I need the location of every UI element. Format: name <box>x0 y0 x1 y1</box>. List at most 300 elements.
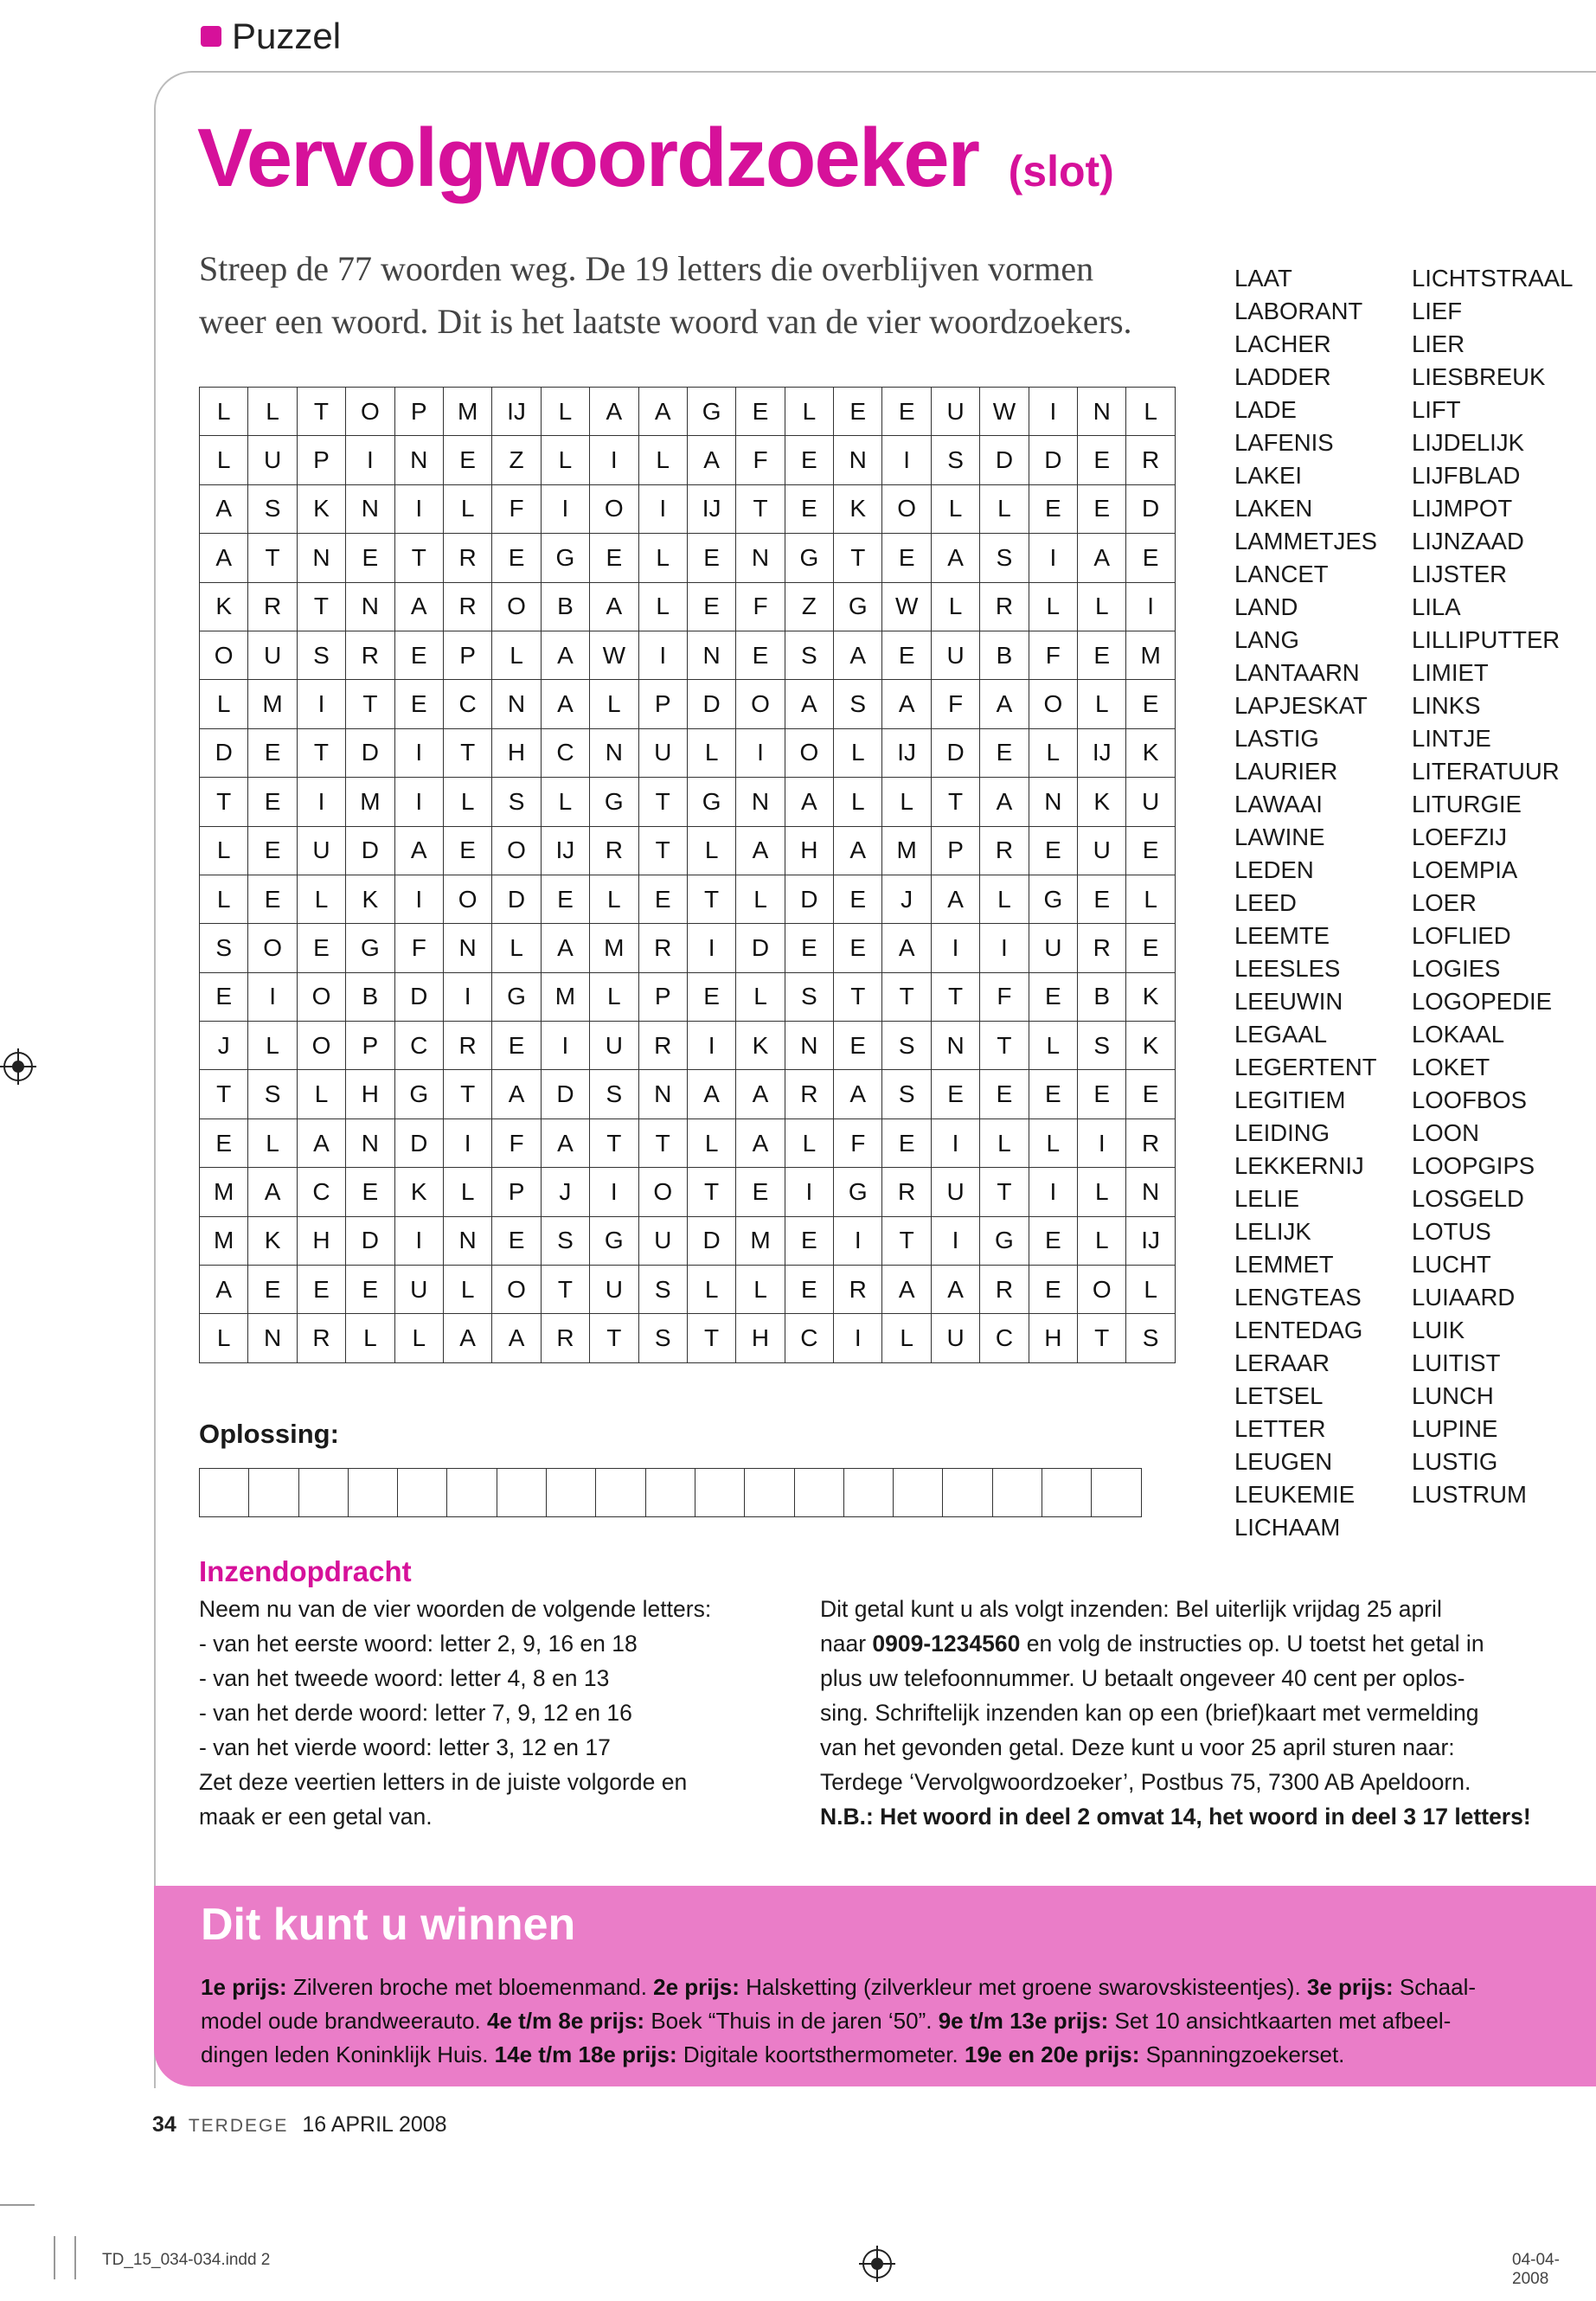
grid-cell[interactable]: S <box>248 1070 297 1118</box>
grid-cell[interactable]: IJ <box>1078 728 1126 777</box>
grid-cell[interactable]: A <box>638 388 687 436</box>
grid-cell[interactable]: A <box>834 826 882 875</box>
grid-cell[interactable]: R <box>638 924 687 972</box>
grid-cell[interactable]: E <box>248 875 297 923</box>
grid-cell[interactable]: L <box>687 826 735 875</box>
grid-cell[interactable]: O <box>297 1022 345 1070</box>
solution-box[interactable] <box>398 1469 447 1516</box>
grid-cell[interactable]: O <box>492 582 541 631</box>
grid-cell[interactable]: P <box>443 631 491 679</box>
grid-cell[interactable]: E <box>248 778 297 826</box>
grid-cell[interactable]: O <box>492 1266 541 1314</box>
grid-cell[interactable]: R <box>590 826 638 875</box>
grid-cell[interactable]: E <box>1078 631 1126 679</box>
grid-cell[interactable]: L <box>1078 1168 1126 1216</box>
grid-cell[interactable]: H <box>736 1314 785 1362</box>
solution-box[interactable] <box>943 1469 992 1516</box>
grid-cell[interactable]: I <box>931 1216 979 1265</box>
grid-cell[interactable]: S <box>785 631 833 679</box>
grid-cell[interactable]: F <box>834 1118 882 1167</box>
grid-cell[interactable]: E <box>1126 1070 1175 1118</box>
grid-cell[interactable]: L <box>200 875 248 923</box>
grid-cell[interactable]: IJ <box>1126 1216 1175 1265</box>
grid-cell[interactable]: U <box>638 728 687 777</box>
grid-cell[interactable]: K <box>200 582 248 631</box>
solution-box[interactable] <box>447 1469 497 1516</box>
grid-cell[interactable]: R <box>785 1070 833 1118</box>
grid-cell[interactable]: A <box>882 924 931 972</box>
grid-cell[interactable]: L <box>785 388 833 436</box>
grid-cell[interactable]: D <box>394 972 443 1021</box>
grid-cell[interactable]: I <box>882 436 931 484</box>
grid-cell[interactable]: L <box>1126 875 1175 923</box>
grid-cell[interactable]: T <box>297 582 345 631</box>
grid-cell[interactable]: A <box>687 1070 735 1118</box>
grid-cell[interactable]: A <box>1078 534 1126 582</box>
grid-cell[interactable]: L <box>443 1266 491 1314</box>
grid-cell[interactable]: A <box>443 1314 491 1362</box>
grid-cell[interactable]: E <box>492 1216 541 1265</box>
grid-cell[interactable]: E <box>785 1216 833 1265</box>
grid-cell[interactable]: E <box>200 972 248 1021</box>
grid-cell[interactable]: O <box>492 826 541 875</box>
grid-cell[interactable]: U <box>1029 924 1077 972</box>
grid-cell[interactable]: O <box>736 680 785 728</box>
grid-cell[interactable]: L <box>980 875 1029 923</box>
grid-cell[interactable]: W <box>980 388 1029 436</box>
grid-cell[interactable]: I <box>638 484 687 533</box>
grid-cell[interactable]: D <box>346 728 394 777</box>
grid-cell[interactable]: T <box>1078 1314 1126 1362</box>
grid-cell[interactable]: F <box>492 1118 541 1167</box>
grid-cell[interactable]: G <box>785 534 833 582</box>
grid-cell[interactable]: L <box>931 484 979 533</box>
grid-cell[interactable]: L <box>492 924 541 972</box>
grid-cell[interactable]: I <box>687 924 735 972</box>
grid-cell[interactable]: E <box>1126 534 1175 582</box>
grid-cell[interactable]: D <box>736 924 785 972</box>
solution-box[interactable] <box>200 1469 249 1516</box>
grid-cell[interactable]: E <box>687 972 735 1021</box>
grid-cell[interactable]: L <box>443 778 491 826</box>
solution-box[interactable] <box>1042 1469 1092 1516</box>
grid-cell[interactable]: P <box>394 388 443 436</box>
grid-cell[interactable]: I <box>590 1168 638 1216</box>
grid-cell[interactable]: E <box>882 388 931 436</box>
grid-cell[interactable]: A <box>785 778 833 826</box>
grid-cell[interactable]: E <box>834 388 882 436</box>
grid-cell[interactable]: L <box>980 484 1029 533</box>
grid-cell[interactable]: S <box>638 1314 687 1362</box>
grid-cell[interactable]: I <box>394 484 443 533</box>
grid-cell[interactable]: I <box>1078 1118 1126 1167</box>
grid-cell[interactable]: D <box>1126 484 1175 533</box>
grid-cell[interactable]: T <box>638 826 687 875</box>
grid-cell[interactable]: L <box>492 631 541 679</box>
grid-cell[interactable]: U <box>931 1168 979 1216</box>
grid-cell[interactable]: E <box>882 1118 931 1167</box>
grid-cell[interactable]: O <box>1029 680 1077 728</box>
grid-cell[interactable]: E <box>785 436 833 484</box>
grid-cell[interactable]: D <box>346 826 394 875</box>
grid-cell[interactable]: H <box>297 1216 345 1265</box>
grid-cell[interactable]: B <box>1078 972 1126 1021</box>
grid-cell[interactable]: I <box>1029 388 1077 436</box>
grid-cell[interactable]: T <box>687 1314 735 1362</box>
solution-box[interactable] <box>646 1469 695 1516</box>
grid-cell[interactable]: R <box>638 1022 687 1070</box>
grid-cell[interactable]: IJ <box>492 388 541 436</box>
grid-cell[interactable]: S <box>834 680 882 728</box>
grid-cell[interactable]: P <box>638 680 687 728</box>
grid-cell[interactable]: A <box>590 388 638 436</box>
grid-cell[interactable]: E <box>1029 1216 1077 1265</box>
grid-cell[interactable]: U <box>590 1266 638 1314</box>
grid-cell[interactable]: D <box>980 436 1029 484</box>
grid-cell[interactable]: A <box>785 680 833 728</box>
grid-cell[interactable]: L <box>687 1266 735 1314</box>
grid-cell[interactable]: A <box>492 1070 541 1118</box>
grid-cell[interactable]: L <box>590 680 638 728</box>
grid-cell[interactable]: E <box>1126 680 1175 728</box>
grid-cell[interactable]: N <box>346 582 394 631</box>
grid-cell[interactable]: R <box>541 1314 589 1362</box>
grid-cell[interactable]: K <box>394 1168 443 1216</box>
solution-box[interactable] <box>993 1469 1042 1516</box>
grid-cell[interactable]: L <box>834 728 882 777</box>
grid-cell[interactable]: M <box>200 1168 248 1216</box>
grid-cell[interactable]: L <box>1126 1266 1175 1314</box>
grid-cell[interactable]: K <box>834 484 882 533</box>
grid-cell[interactable]: I <box>248 972 297 1021</box>
grid-cell[interactable]: E <box>980 728 1029 777</box>
grid-cell[interactable]: R <box>443 534 491 582</box>
grid-cell[interactable]: E <box>785 1266 833 1314</box>
grid-cell[interactable]: L <box>443 1168 491 1216</box>
grid-cell[interactable]: G <box>1029 875 1077 923</box>
solution-box[interactable] <box>695 1469 745 1516</box>
grid-cell[interactable]: D <box>541 1070 589 1118</box>
grid-cell[interactable]: L <box>590 875 638 923</box>
grid-cell[interactable]: I <box>590 436 638 484</box>
grid-cell[interactable]: B <box>980 631 1029 679</box>
grid-cell[interactable]: E <box>1078 484 1126 533</box>
grid-cell[interactable]: A <box>736 1070 785 1118</box>
grid-cell[interactable]: A <box>297 1118 345 1167</box>
grid-cell[interactable]: P <box>346 1022 394 1070</box>
grid-cell[interactable]: E <box>541 875 589 923</box>
grid-cell[interactable]: S <box>882 1022 931 1070</box>
grid-cell[interactable]: G <box>980 1216 1029 1265</box>
grid-cell[interactable]: T <box>297 388 345 436</box>
grid-cell[interactable]: E <box>346 534 394 582</box>
grid-cell[interactable]: C <box>443 680 491 728</box>
grid-cell[interactable]: L <box>541 778 589 826</box>
grid-cell[interactable]: R <box>443 582 491 631</box>
grid-cell[interactable]: D <box>346 1216 394 1265</box>
grid-cell[interactable]: O <box>297 972 345 1021</box>
grid-cell[interactable]: T <box>443 728 491 777</box>
grid-cell[interactable]: U <box>248 436 297 484</box>
grid-cell[interactable]: I <box>394 1216 443 1265</box>
grid-cell[interactable]: E <box>1029 1070 1077 1118</box>
grid-cell[interactable]: A <box>931 1266 979 1314</box>
grid-cell[interactable]: T <box>980 1168 1029 1216</box>
solution-box[interactable] <box>795 1469 844 1516</box>
grid-cell[interactable]: L <box>297 875 345 923</box>
grid-cell[interactable]: G <box>590 778 638 826</box>
grid-cell[interactable]: D <box>394 1118 443 1167</box>
grid-cell[interactable]: R <box>443 1022 491 1070</box>
grid-cell[interactable]: C <box>394 1022 443 1070</box>
grid-cell[interactable]: N <box>346 1118 394 1167</box>
grid-cell[interactable]: U <box>931 388 979 436</box>
grid-cell[interactable]: E <box>834 1022 882 1070</box>
grid-cell[interactable]: L <box>1078 1216 1126 1265</box>
grid-cell[interactable]: R <box>980 582 1029 631</box>
grid-cell[interactable]: A <box>736 1118 785 1167</box>
grid-cell[interactable]: I <box>297 680 345 728</box>
grid-cell[interactable]: G <box>492 972 541 1021</box>
grid-cell[interactable]: N <box>736 534 785 582</box>
grid-cell[interactable]: T <box>346 680 394 728</box>
grid-cell[interactable]: I <box>346 436 394 484</box>
grid-cell[interactable]: S <box>1126 1314 1175 1362</box>
grid-cell[interactable]: E <box>785 484 833 533</box>
grid-cell[interactable]: O <box>443 875 491 923</box>
grid-cell[interactable]: L <box>736 1266 785 1314</box>
grid-cell[interactable]: I <box>834 1314 882 1362</box>
grid-cell[interactable]: D <box>785 875 833 923</box>
grid-cell[interactable]: T <box>443 1070 491 1118</box>
grid-cell[interactable]: A <box>882 1266 931 1314</box>
grid-cell[interactable]: N <box>248 1314 297 1362</box>
grid-cell[interactable]: A <box>541 680 589 728</box>
grid-cell[interactable]: O <box>785 728 833 777</box>
grid-cell[interactable]: L <box>638 582 687 631</box>
grid-cell[interactable]: L <box>785 1118 833 1167</box>
grid-cell[interactable]: G <box>834 582 882 631</box>
grid-cell[interactable]: E <box>1078 436 1126 484</box>
grid-cell[interactable]: E <box>1078 875 1126 923</box>
grid-cell[interactable]: L <box>248 1118 297 1167</box>
grid-cell[interactable]: A <box>394 582 443 631</box>
grid-cell[interactable]: I <box>736 728 785 777</box>
grid-cell[interactable]: Z <box>785 582 833 631</box>
grid-cell[interactable]: F <box>1029 631 1077 679</box>
grid-cell[interactable]: R <box>346 631 394 679</box>
grid-cell[interactable]: N <box>443 924 491 972</box>
grid-cell[interactable]: S <box>882 1070 931 1118</box>
grid-cell[interactable]: K <box>346 875 394 923</box>
grid-cell[interactable]: E <box>687 534 735 582</box>
grid-cell[interactable]: M <box>443 388 491 436</box>
grid-cell[interactable]: U <box>1078 826 1126 875</box>
grid-cell[interactable]: N <box>1029 778 1077 826</box>
grid-cell[interactable]: E <box>1029 484 1077 533</box>
grid-cell[interactable]: L <box>200 436 248 484</box>
grid-cell[interactable]: T <box>736 484 785 533</box>
grid-cell[interactable]: C <box>541 728 589 777</box>
grid-cell[interactable]: A <box>248 1168 297 1216</box>
grid-cell[interactable]: I <box>541 484 589 533</box>
grid-cell[interactable]: U <box>931 631 979 679</box>
grid-cell[interactable]: B <box>346 972 394 1021</box>
grid-cell[interactable]: E <box>200 1118 248 1167</box>
grid-cell[interactable]: E <box>394 631 443 679</box>
grid-cell[interactable]: L <box>394 1314 443 1362</box>
grid-cell[interactable]: E <box>736 388 785 436</box>
grid-cell[interactable]: E <box>1078 1070 1126 1118</box>
solution-box[interactable] <box>596 1469 645 1516</box>
grid-cell[interactable]: F <box>394 924 443 972</box>
grid-cell[interactable]: T <box>200 1070 248 1118</box>
grid-cell[interactable]: L <box>1029 728 1077 777</box>
grid-cell[interactable]: A <box>736 826 785 875</box>
grid-cell[interactable]: E <box>736 1168 785 1216</box>
grid-cell[interactable]: W <box>882 582 931 631</box>
grid-cell[interactable]: I <box>394 728 443 777</box>
grid-cell[interactable]: I <box>443 972 491 1021</box>
grid-cell[interactable]: I <box>297 778 345 826</box>
grid-cell[interactable]: S <box>492 778 541 826</box>
grid-cell[interactable]: R <box>248 582 297 631</box>
grid-cell[interactable]: I <box>980 924 1029 972</box>
grid-cell[interactable]: A <box>931 534 979 582</box>
grid-cell[interactable]: S <box>541 1216 589 1265</box>
grid-cell[interactable]: L <box>541 388 589 436</box>
grid-cell[interactable]: E <box>443 436 491 484</box>
grid-cell[interactable]: F <box>980 972 1029 1021</box>
grid-cell[interactable]: P <box>931 826 979 875</box>
grid-cell[interactable]: A <box>541 924 589 972</box>
grid-cell[interactable]: E <box>834 875 882 923</box>
grid-cell[interactable]: I <box>541 1022 589 1070</box>
grid-cell[interactable]: I <box>1029 534 1077 582</box>
grid-cell[interactable]: K <box>248 1216 297 1265</box>
grid-cell[interactable]: F <box>931 680 979 728</box>
grid-cell[interactable]: E <box>346 1266 394 1314</box>
grid-cell[interactable]: T <box>687 875 735 923</box>
grid-cell[interactable]: N <box>590 728 638 777</box>
grid-cell[interactable]: O <box>1078 1266 1126 1314</box>
grid-cell[interactable]: A <box>980 778 1029 826</box>
grid-cell[interactable]: N <box>492 680 541 728</box>
grid-cell[interactable]: E <box>785 924 833 972</box>
grid-cell[interactable]: E <box>1029 826 1077 875</box>
solution-box[interactable] <box>547 1469 596 1516</box>
grid-cell[interactable]: S <box>200 924 248 972</box>
solution-box[interactable] <box>1092 1469 1140 1516</box>
grid-cell[interactable]: T <box>882 972 931 1021</box>
grid-cell[interactable]: I <box>1029 1168 1077 1216</box>
grid-cell[interactable]: P <box>297 436 345 484</box>
grid-cell[interactable]: G <box>834 1168 882 1216</box>
grid-cell[interactable]: E <box>931 1070 979 1118</box>
grid-cell[interactable]: J <box>882 875 931 923</box>
grid-cell[interactable]: A <box>492 1314 541 1362</box>
grid-cell[interactable]: L <box>443 484 491 533</box>
grid-cell[interactable]: L <box>638 436 687 484</box>
grid-cell[interactable]: E <box>248 826 297 875</box>
grid-cell[interactable]: R <box>1078 924 1126 972</box>
grid-cell[interactable]: A <box>590 582 638 631</box>
grid-cell[interactable]: E <box>1029 1266 1077 1314</box>
grid-cell[interactable]: L <box>1029 582 1077 631</box>
grid-cell[interactable]: N <box>785 1022 833 1070</box>
grid-cell[interactable]: R <box>980 826 1029 875</box>
grid-cell[interactable]: N <box>297 534 345 582</box>
grid-cell[interactable]: D <box>492 875 541 923</box>
grid-cell[interactable]: U <box>248 631 297 679</box>
grid-cell[interactable]: S <box>590 1070 638 1118</box>
grid-cell[interactable]: E <box>1029 972 1077 1021</box>
grid-cell[interactable]: N <box>736 778 785 826</box>
grid-cell[interactable]: T <box>638 1118 687 1167</box>
grid-cell[interactable]: A <box>541 1118 589 1167</box>
grid-cell[interactable]: L <box>1078 582 1126 631</box>
grid-cell[interactable]: E <box>248 1266 297 1314</box>
grid-cell[interactable]: T <box>931 972 979 1021</box>
grid-cell[interactable]: L <box>200 1314 248 1362</box>
grid-cell[interactable]: N <box>346 484 394 533</box>
grid-cell[interactable]: L <box>687 728 735 777</box>
grid-cell[interactable]: K <box>1126 728 1175 777</box>
grid-cell[interactable]: F <box>736 582 785 631</box>
grid-cell[interactable]: M <box>200 1216 248 1265</box>
grid-cell[interactable]: I <box>1126 582 1175 631</box>
grid-cell[interactable]: A <box>980 680 1029 728</box>
grid-cell[interactable]: L <box>248 1022 297 1070</box>
grid-cell[interactable]: C <box>297 1168 345 1216</box>
grid-cell[interactable]: N <box>931 1022 979 1070</box>
grid-cell[interactable]: B <box>541 582 589 631</box>
grid-cell[interactable]: T <box>834 972 882 1021</box>
grid-cell[interactable]: J <box>200 1022 248 1070</box>
solution-box[interactable] <box>745 1469 794 1516</box>
grid-cell[interactable]: N <box>1126 1168 1175 1216</box>
grid-cell[interactable]: T <box>638 778 687 826</box>
grid-cell[interactable]: E <box>394 680 443 728</box>
grid-cell[interactable]: A <box>394 826 443 875</box>
grid-cell[interactable]: L <box>200 826 248 875</box>
grid-cell[interactable]: E <box>736 631 785 679</box>
grid-cell[interactable]: K <box>1126 972 1175 1021</box>
grid-cell[interactable]: I <box>931 924 979 972</box>
grid-cell[interactable]: A <box>882 680 931 728</box>
grid-cell[interactable]: IJ <box>541 826 589 875</box>
solution-box[interactable] <box>299 1469 349 1516</box>
grid-cell[interactable]: O <box>882 484 931 533</box>
grid-cell[interactable]: M <box>541 972 589 1021</box>
grid-cell[interactable]: L <box>297 1070 345 1118</box>
grid-cell[interactable]: A <box>200 1266 248 1314</box>
grid-cell[interactable]: T <box>687 1168 735 1216</box>
grid-cell[interactable]: I <box>687 1022 735 1070</box>
grid-cell[interactable]: L <box>882 778 931 826</box>
grid-cell[interactable]: L <box>200 388 248 436</box>
grid-cell[interactable]: S <box>638 1266 687 1314</box>
grid-cell[interactable]: N <box>394 436 443 484</box>
grid-cell[interactable]: M <box>736 1216 785 1265</box>
grid-cell[interactable]: A <box>687 436 735 484</box>
grid-cell[interactable]: S <box>931 436 979 484</box>
grid-cell[interactable]: T <box>200 778 248 826</box>
grid-cell[interactable]: K <box>297 484 345 533</box>
grid-cell[interactable]: K <box>1126 1022 1175 1070</box>
grid-cell[interactable]: G <box>590 1216 638 1265</box>
grid-cell[interactable]: L <box>200 680 248 728</box>
